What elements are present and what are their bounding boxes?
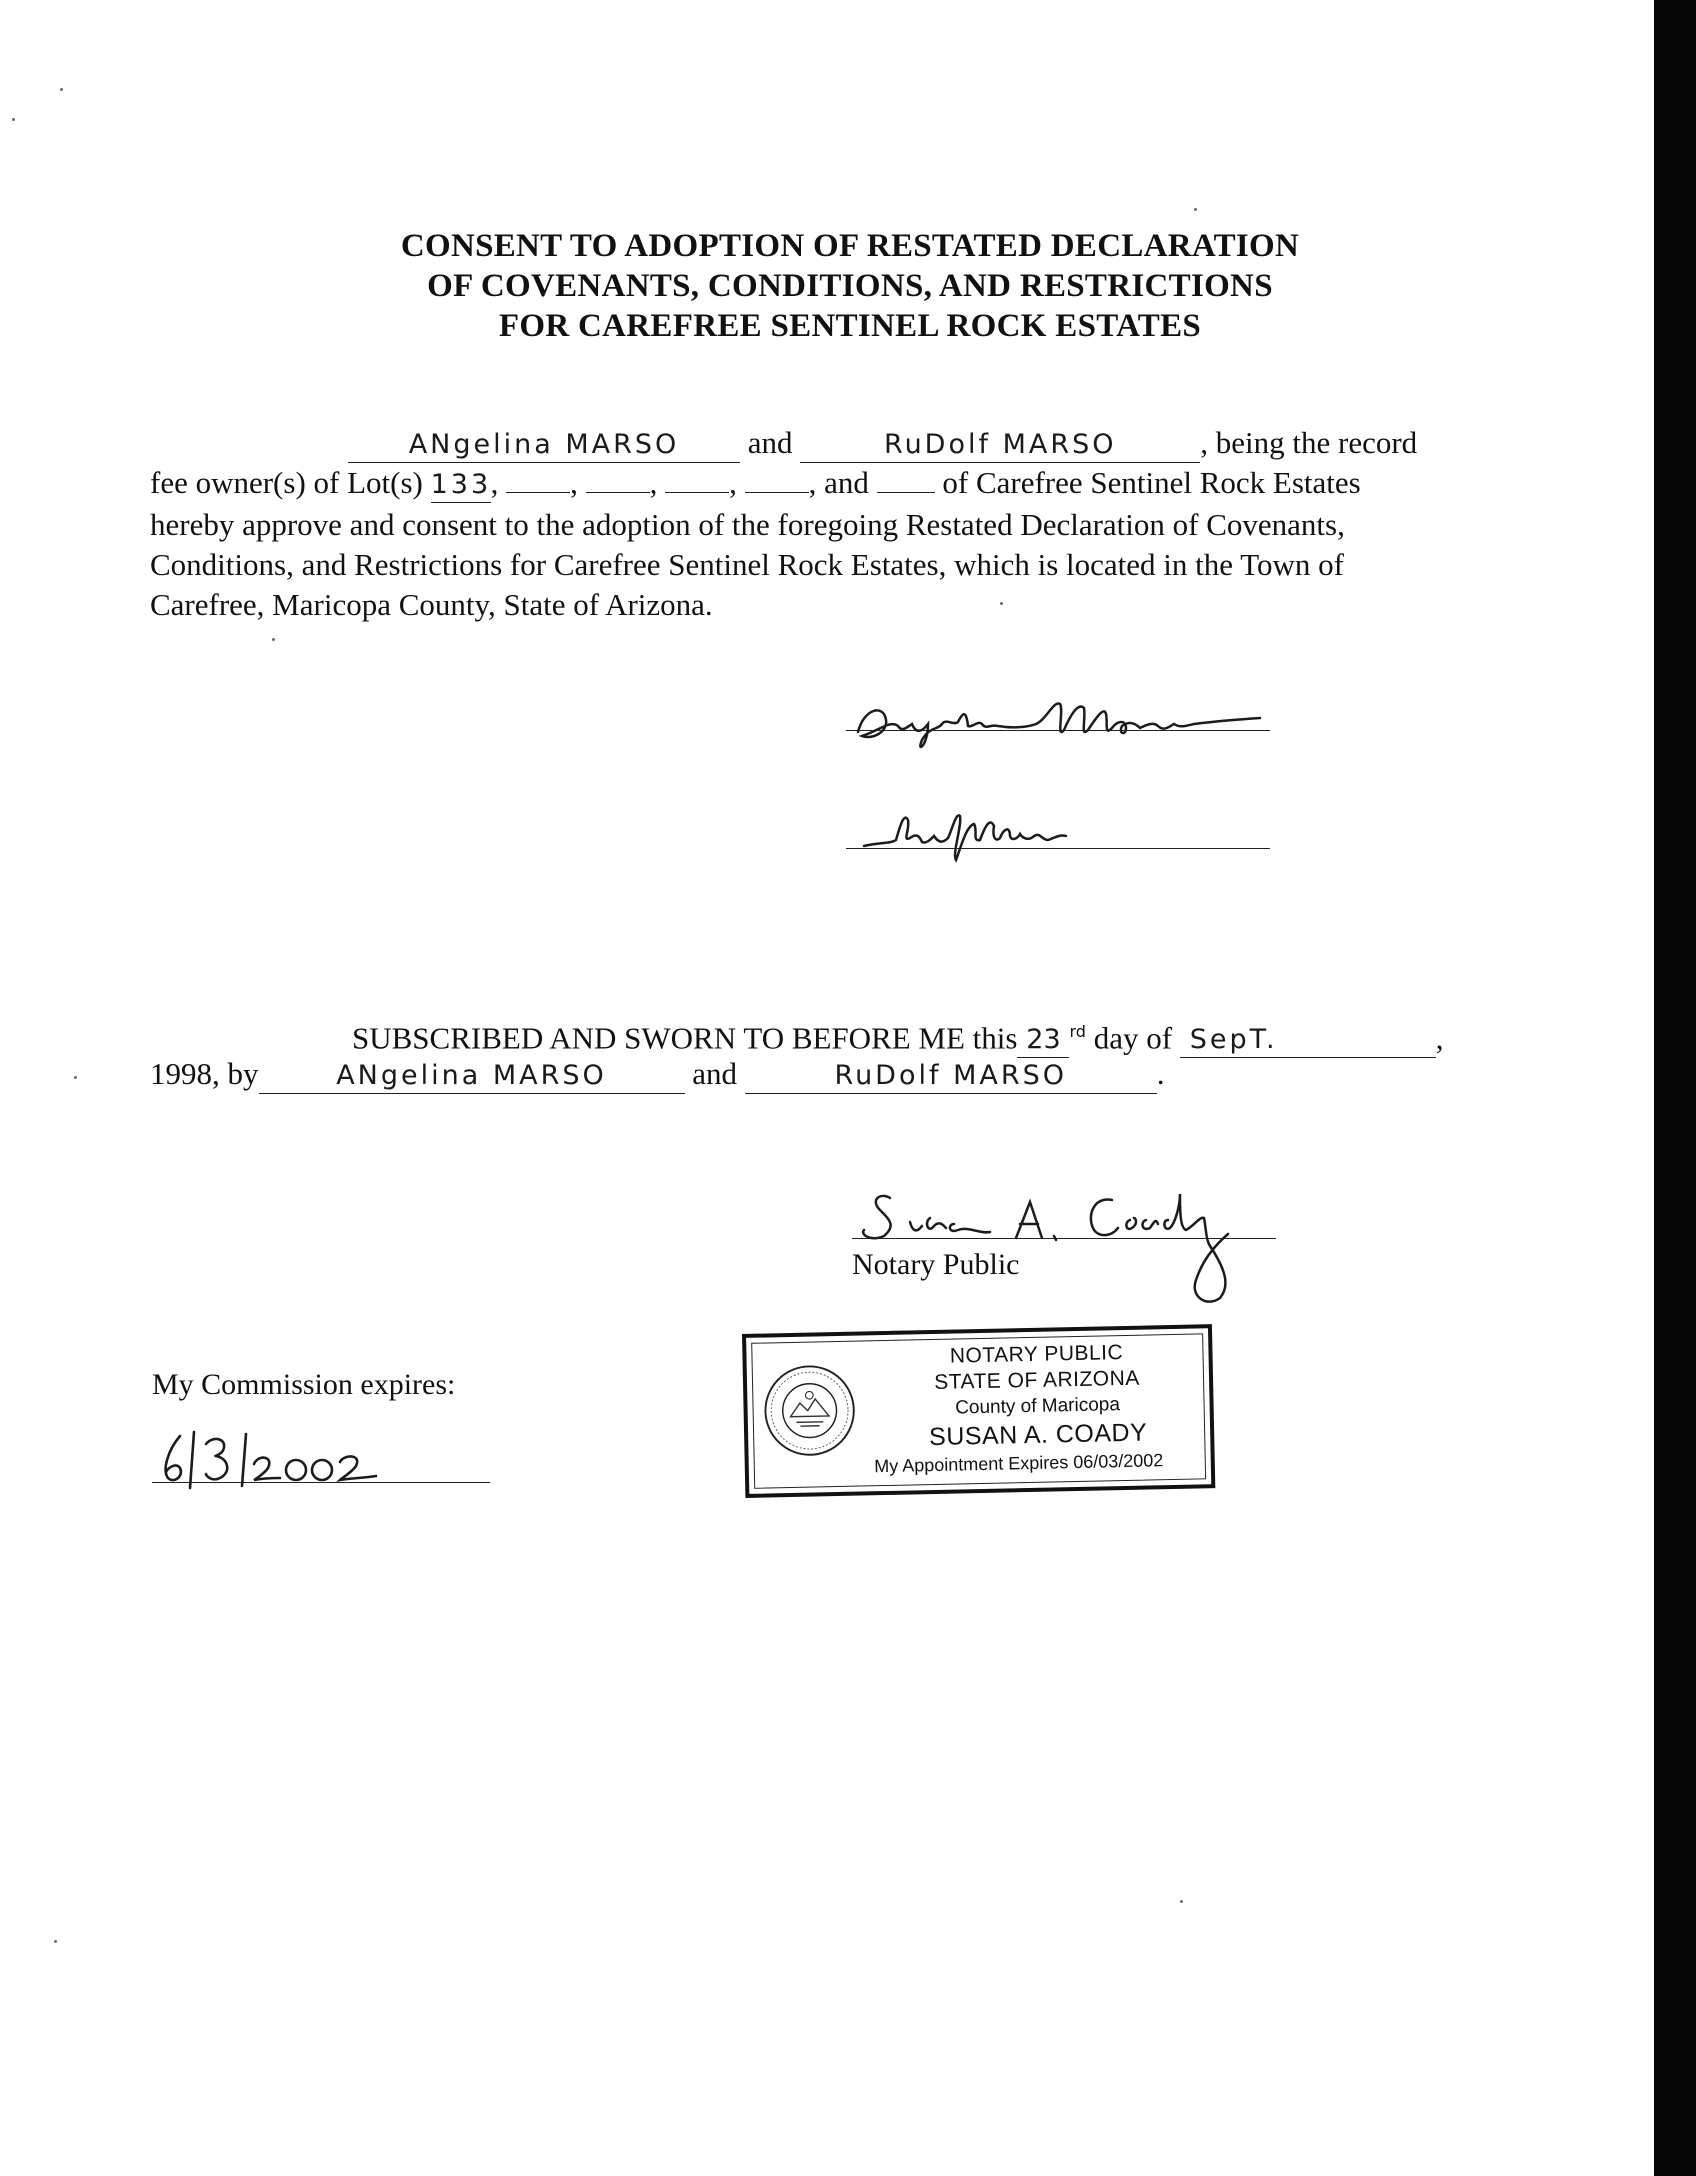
- stamp-expiration: My Appointment Expires 06/03/2002: [873, 1450, 1164, 1477]
- and-text: , and: [808, 465, 869, 500]
- comma: ,: [1435, 1020, 1444, 1056]
- owner1-name-field: ANgelina MARSO: [348, 428, 740, 463]
- consent-line-1: [348, 423, 1417, 463]
- comma: ,: [490, 465, 499, 500]
- comma: ,: [729, 465, 737, 500]
- scan-edge-bar: [1654, 0, 1696, 2176]
- notarized-name-1: ANgelina MARSO: [259, 1059, 685, 1094]
- title-line-1: CONSENT TO ADOPTION OF RESTATED DECLARATION: [400, 228, 1300, 264]
- and-text: and: [692, 1056, 738, 1091]
- commission-expires-label: My Commission expires:: [152, 1368, 456, 1401]
- consent-line-4: Conditions, and Restrictions for Carefree Sentinel Rock Estates, which is located in the Town of: [150, 547, 1344, 582]
- fee-owner-text: fee owner(s) of Lot(s): [150, 465, 423, 500]
- owner2-name-field: RuDolf MARSO: [800, 428, 1200, 463]
- subscribed-line: [352, 1012, 1444, 1058]
- title-line-2: OF COVENANTS, CONDITIONS, AND RESTRICTIONS: [427, 268, 1273, 304]
- month-field: SepT.: [1180, 1023, 1436, 1058]
- stamp-text-block: [873, 1339, 1189, 1478]
- stamp-title: NOTARY PUBLIC: [949, 1341, 1124, 1368]
- and-text: and: [747, 425, 793, 460]
- notarized-name-2: RuDolf MARSO: [745, 1059, 1157, 1094]
- lot-blank-5: [745, 464, 809, 493]
- consent-line-2: [150, 463, 1361, 503]
- period: .: [1156, 1056, 1165, 1091]
- owner1-signature: [850, 680, 1280, 770]
- scan-speck: [1180, 1900, 1183, 1903]
- by-line: [150, 1054, 1165, 1094]
- day-suffix: rd: [1069, 1022, 1086, 1041]
- title-line-3: FOR CAREFREE SENTINEL ROCK ESTATES: [498, 308, 1202, 344]
- stamp-notary-name: SUSAN A. COADY: [928, 1418, 1148, 1452]
- stamp-state: STATE OF ARIZONA: [934, 1366, 1141, 1394]
- comma: ,: [570, 465, 578, 500]
- lot-blank-4: [665, 464, 729, 493]
- consent-line-5: Carefree, Maricopa County, State of Arizona.: [150, 587, 713, 622]
- scan-speck: [60, 88, 63, 91]
- scan-speck: [74, 1076, 77, 1079]
- owner2-signature: [860, 790, 1190, 870]
- scan-speck: [12, 118, 15, 121]
- notary-signature: [850, 1180, 1300, 1310]
- scan-speck: [1194, 208, 1197, 211]
- year-by-text: 1998, by: [150, 1056, 259, 1091]
- lot-blank-6: [877, 464, 935, 493]
- document-title: [200, 226, 1500, 346]
- day-of-text: day of: [1093, 1020, 1173, 1056]
- day-number-field: 23: [1017, 1023, 1069, 1058]
- state-seal-icon: [761, 1362, 859, 1460]
- scan-speck: [54, 1940, 57, 1943]
- lot-blank-2: [506, 464, 570, 493]
- notary-stamp: [742, 1324, 1215, 1498]
- scan-speck: [1000, 602, 1003, 605]
- lot-number-field: 133: [431, 468, 491, 503]
- lot-blank-3: [586, 464, 650, 493]
- being-record-text: , being the record: [1200, 425, 1418, 460]
- scan-speck: [272, 638, 275, 641]
- stamp-county: County of Maricopa: [955, 1394, 1121, 1419]
- comma: ,: [649, 465, 658, 500]
- subscribed-text: SUBSCRIBED AND SWORN TO BEFORE ME this: [352, 1020, 1018, 1056]
- notary-public-label: Notary Public: [852, 1248, 1020, 1281]
- of-estates-text: of Carefree Sentinel Rock Estates: [942, 465, 1361, 500]
- commission-date: [150, 1430, 430, 1492]
- consent-line-3: hereby approve and consent to the adoption of the foregoing Restated Declaration of Covenants,: [150, 507, 1345, 542]
